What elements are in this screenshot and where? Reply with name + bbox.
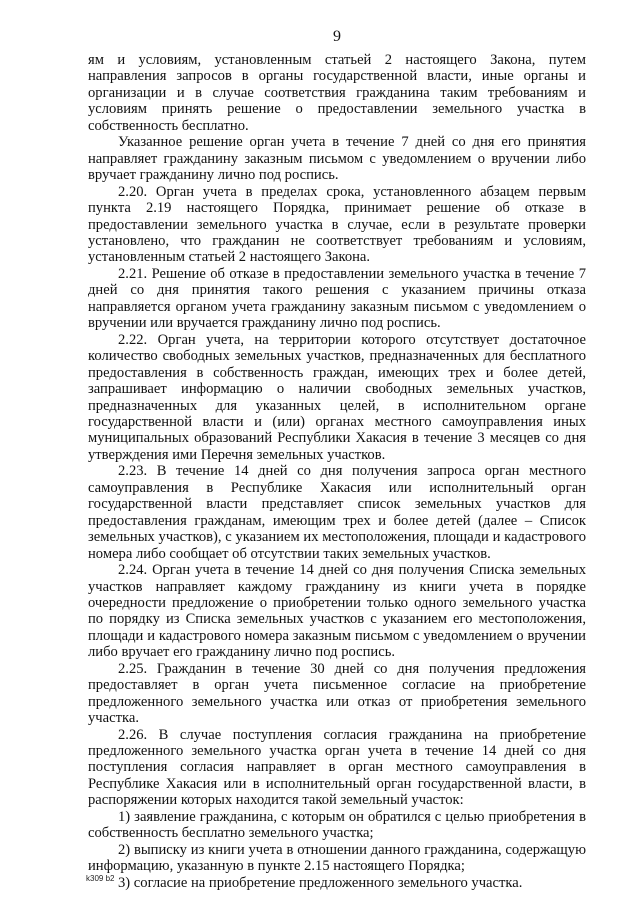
paragraph: 1) заявление гражданина, с которым он обратился с целью приобретения в собственность бесплатно земельного участка; [88, 808, 586, 842]
paragraph: 2.26. В случае поступления согласия гражданина на приобретение предложенного земельного участка орган учета в течение 14 дней со дня поступления согласия направляет в орган местного самоуправления в Республике Хакасия или в исполнительный орган государственной власти, в распоряжении которых находится такой земельный участок: [88, 726, 586, 809]
paragraph: 2.25. Гражданин в течение 30 дней со дня получения предложения предоставляет в орган учета письменное согласие на приобретение предложенного земельного участка или отказ от приобретения земельного участка. [88, 660, 586, 727]
paragraph: Указанное решение орган учета в течение 7 дней со дня его принятия направляет гражданину заказным письмом с уведомлением о вручении либо вручает гражданину лично под роспись. [88, 134, 586, 184]
paragraph: ям и условиям, установленным статьей 2 настоящего Закона, путем направления запросов в органы государственной власти, иные органы и организации и в случае соответствия гражданина таким требованиям и условиям принять решение о предоставлении земельного участка в собственность бесплатно. [88, 52, 586, 134]
document-page [88, 28, 586, 891]
document-body [88, 52, 586, 891]
paragraph: 2.24. Орган учета в течение 14 дней со дня получения Списка земельных участков направляет каждому гражданину из книги учета в порядке очередности предложение о приобретении только одного земельного участка по порядку из Списка земельных участков с указанием его местоположения, площади и кадастрового номера заказным письмом с уведомлением о вручении либо вручает его гражданину лично под роспись. [88, 562, 586, 661]
paragraph: 2.21. Решение об отказе в предоставлении земельного участка в течение 7 дней со дня принятия такого решения с указанием причины отказа направляется органом учета гражданину заказным письмом с уведомлением о вручении или вручается гражданину лично под роспись. [88, 265, 586, 332]
paragraph: 3) согласие на приобретение предложенного земельного участка. [118, 874, 523, 891]
paragraph: 2) выписку из книги учета в отношении данного гражданина, содержащую информацию, указанную в пункте 2.15 настоящего Порядка; [88, 841, 586, 875]
paragraph: 2.20. Орган учета в пределах срока, установленного абзацем первым пункта 2.19 настоящего Порядка, принимает решение об отказе в предоставлении земельного участка в случае, если в результате проверки установлено, что гражданин не соответствует требованиям и условиям, установленным статьей 2 настоящего Закона. [88, 183, 586, 266]
footer-code: k309 b2 [86, 874, 115, 883]
page-number: 9 [333, 28, 341, 45]
paragraph: 2.22. Орган учета, на территории которого отсутствует достаточное количество свободных земельных участков, предназначенных для бесплатного предоставления в собственность граждан, имеющих трех и более детей, запрашивает информацию о наличии свободных земельных участков, предназначенных для указанных целей, в исполнительном органе государственной власти и (или) органах местного самоуправления иных муниципальных образований Республики Хакасия в течение 3 месяцев со дня утверждения ими Перечня земельных участков. [88, 331, 586, 463]
paragraph: 2.23. В течение 14 дней со дня получения запроса орган местного самоуправления в Республике Хакасия или исполнительный орган государственной власти представляет список земельных участков для предоставления гражданам, имеющим трех и более детей (далее – Список земельных участков), с указанием их местоположения, площади и кадастрового номера либо сообщает об отсутствии таких земельных участков. [88, 463, 586, 562]
